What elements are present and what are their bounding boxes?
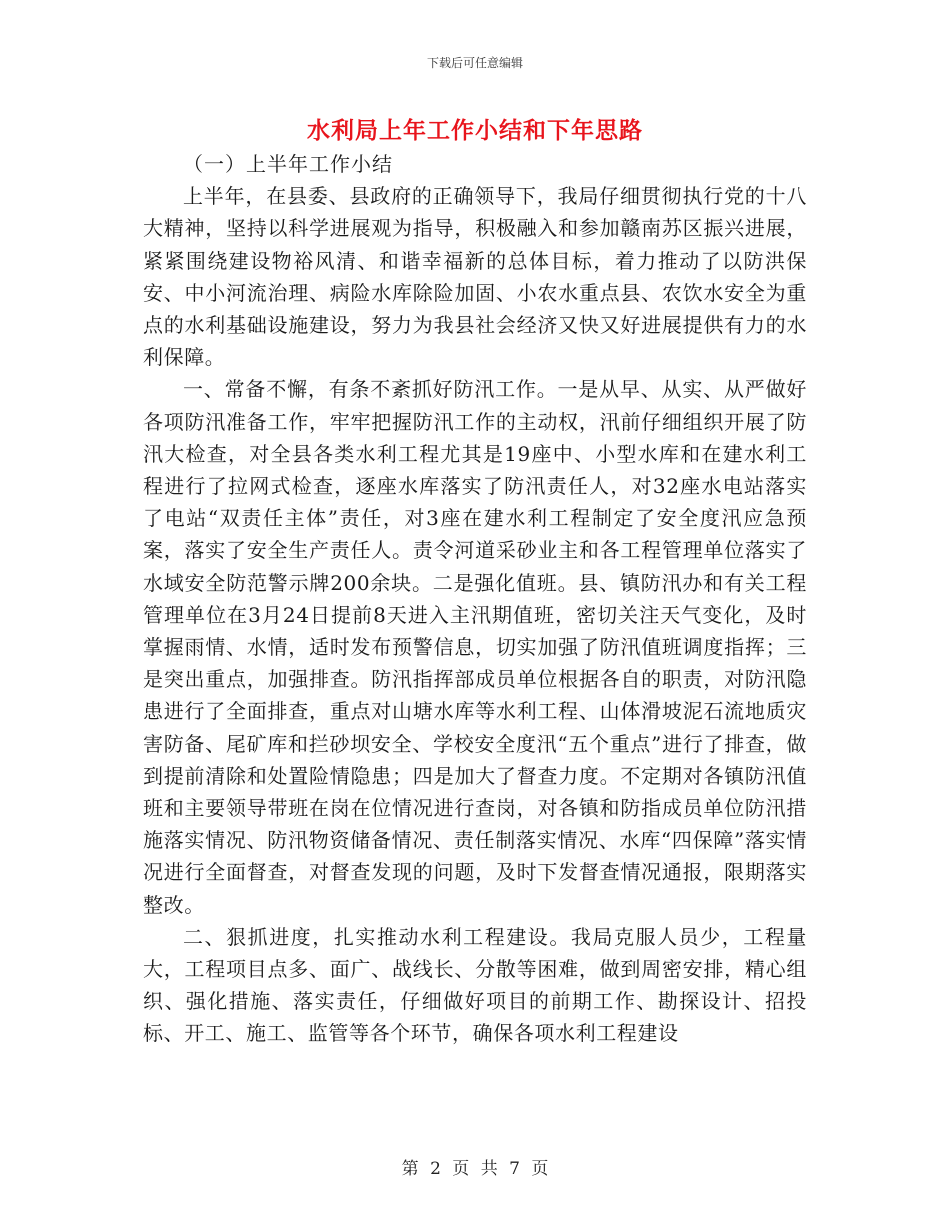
body-paragraph: 一、常备不懈，有条不紊抓好防汛工作。一是从早、从实、从严做好各项防汛准备工作，牢牢把握防汛工作的主动权，汛前仔细组织开展了防汛大检查，对全县各类水利工程尤其是19座中、小型水库和在建水利工程进行了拉网式检查，逐座水库落实了防汛责任人，对32座水电站落实了电站“双责任主体”责任，对3座在建水利工程制定了安全度汛应急预案，落实了安全生产责任人。责令河道采砂业主和各工程管理单位落实了水域安全防范警示牌200余块。二是强化值班。县、镇防汛办和有关工程管理单位在3月24日提前8天进入主汛期值班，密切关注天气变化，及时掌握雨情、水情，适时发布预警信息，切实加强了防汛值班调度指挥；三是突出重点，加强排查。防汛指挥部成员单位根据各自的职责，对防汛隐患进行了全面排查，重点对山塘水库等水利工程、山体滑坡泥石流地质灾害防备、尾矿库和拦砂坝安全、学校安全度汛“五个重点”进行了排查，做到提前清除和处置险情隐患；四是加大了督查力度。不定期对各镇防汛值班和主要领导带班在岗在位情况进行查岗，对各镇和防指成员单位防汛措施落实情况、防汛物资储备情况、责任制落实情况、水库“四保障”落实情况进行全面督查，对督查发现的问题，及时下发督查情况通报，限期落实整改。 xyxy=(143,377,807,917)
section-heading: （一）上半年工作小结 xyxy=(183,152,393,176)
body-paragraph: 上半年，在县委、县政府的正确领导下，我局仔细贯彻执行党的十八大精神，坚持以科学进展观为指导，积极融入和参加赣南苏区振兴进展，紧紧围绕建设物裕风清、和谐幸福新的总体目标，着力推动了以防洪保安、中小河流治理、病险水库除险加固、小农水重点县、农饮水安全为重点的水利基础设施建设，努力为我县社会经济又快又好进展提供有力的水利保障。 xyxy=(143,184,807,370)
body-paragraph: 二、狠抓进度，扎实推动水利工程建设。我局克服人员少，工程量大，工程项目点多、面广、战线长、分散等困难，做到周密安排，精心组织、强化措施、落实责任，仔细做好项目的前期工作、勘探设计、招投标、开工、施工、监管等各个环节，确保各项水利工程建设 xyxy=(143,924,807,1046)
page-footer: 第 2 页 共 7 页 xyxy=(401,1159,549,1179)
document-title: 水利局上年工作小结和下年思路 xyxy=(307,117,643,144)
document-body xyxy=(143,148,807,1050)
header-note: 下载后可任意编辑 xyxy=(426,56,523,70)
